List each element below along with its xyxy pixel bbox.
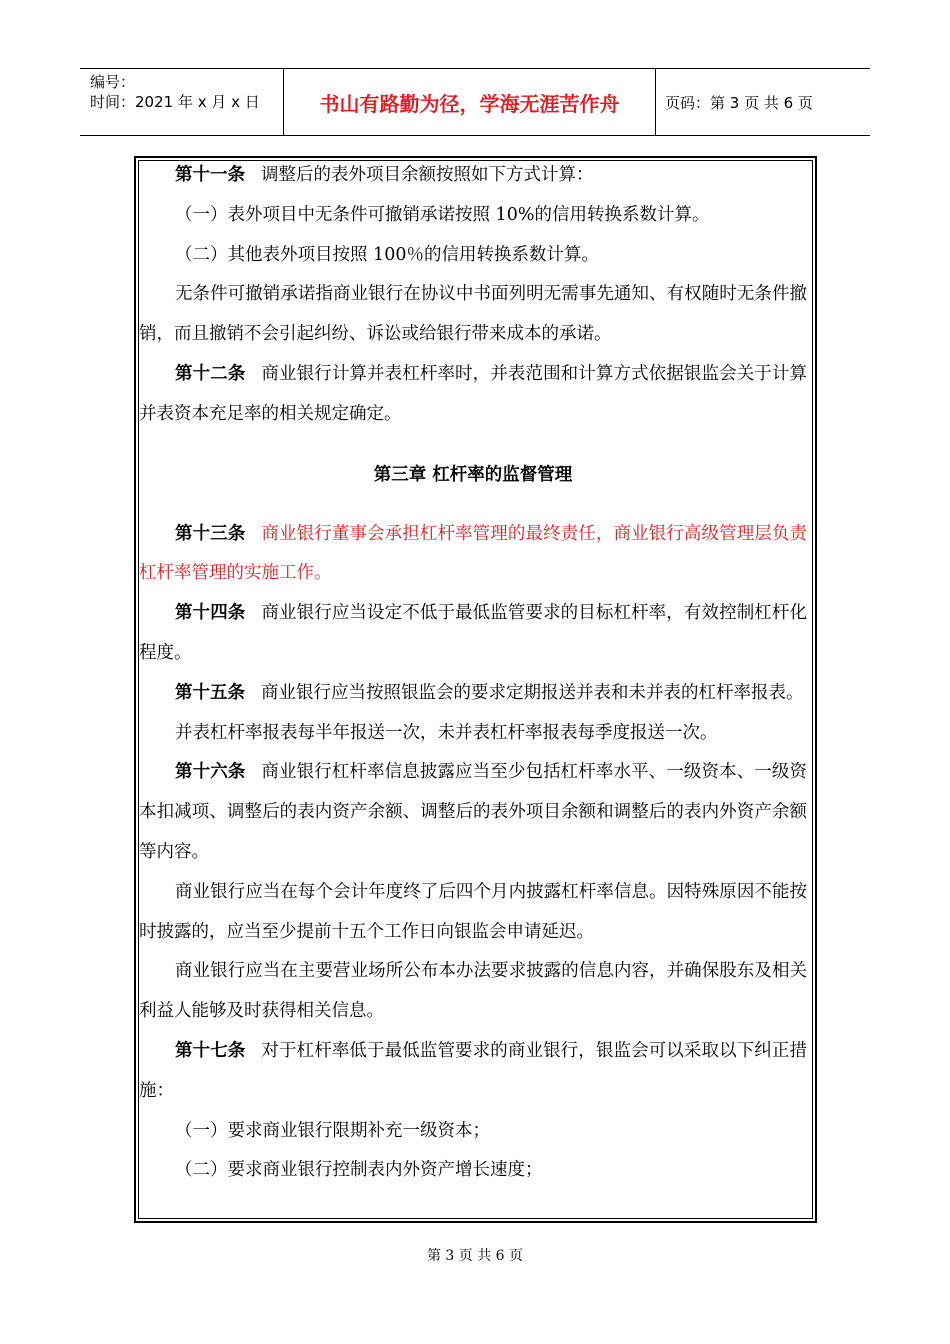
document-number-label: 编号： <box>90 73 136 91</box>
article-13 <box>139 515 807 595</box>
article-16 <box>139 753 807 872</box>
paragraph: 商业银行应当在主要营业场所公布本办法要求披露的信息内容，并确保股东及相关利益人能够及时获得相关信息。 <box>139 961 807 1022</box>
article-text-highlighted: 商业银行董事会承担杠杆率管理的最终责任，商业银行高级管理层负责杠杆率管理的实施工作。 <box>139 523 808 584</box>
header-meta <box>80 69 283 135</box>
article-11 <box>139 156 807 196</box>
article-text: 商业银行应当设定不低于最低监管要求的目标杠杆率，有效控制杠杆化程度。 <box>139 603 808 663</box>
document-date: 时间：2021 年 x 月 x 日 <box>90 93 260 111</box>
article-text: 商业银行计算并表杠杆率时，并表范围和计算方式依据银监会关于计算并表资本充足率的相关规定确定。 <box>139 363 808 424</box>
paragraph: 无条件可撤销承诺指商业银行在协议中书面列明无需事先通知、有权随时无条件撤销，而且撤销不会引起纠纷、诉讼或给银行带来成本的承诺。 <box>139 284 807 345</box>
article-12 <box>139 355 807 435</box>
article-15 <box>139 674 807 714</box>
article-text: 对于杠杆率低于最低监管要求的商业银行，银监会可以采取以下纠正措施： <box>139 1040 808 1101</box>
paragraph: （二）其他表外项目按照 100％的信用转换系数计算。 <box>175 244 599 265</box>
article-text: 商业银行应当按照银监会的要求定期报送并表和未并表的杠杆率报表。 <box>261 682 804 703</box>
article-14 <box>139 594 807 674</box>
paragraph: （一）表外项目中无条件可撤销承诺按照 10%的信用转换系数计算。 <box>175 204 710 225</box>
article-number: 第十七条 <box>175 1040 246 1061</box>
article-text: 调整后的表外项目余额按照如下方式计算： <box>261 165 594 185</box>
paragraph: 并表杠杆率报表每半年报送一次，未并表杠杆率报表每季度报送一次。 <box>175 722 718 743</box>
chapter-heading: 第三章 杠杆率的监督管理 <box>373 464 573 485</box>
article-number: 第十三条 <box>175 523 246 544</box>
article-17 <box>139 1032 807 1112</box>
article-number: 第十六条 <box>175 762 246 783</box>
page-footer: 第 3 页 共 6 页 <box>426 1248 524 1264</box>
paragraph: （二）要求商业银行控制表内外资产增长速度； <box>175 1160 543 1181</box>
header-page-info: 页码：第 3 页 共 6 页 <box>665 93 813 112</box>
paragraph: 商业银行应当在每个会计年度终了后四个月内披露杠杆率信息。因特殊原因不能按时披露的，应当至少提前十五个工作日向银监会申请延迟。 <box>139 881 807 942</box>
article-text: 商业银行杠杆率信息披露应当至少包括杠杆率水平、一级资本、一级资本扣减项、调整后的表内资产余额、调整后的表外项目余额和调整后的表内外资产余额等内容。 <box>139 762 808 862</box>
article-number: 第十二条 <box>175 363 246 384</box>
article-number: 第十五条 <box>175 682 245 703</box>
header-motto: 书山有路勤为径，学海无涯苦作舟 <box>283 69 656 135</box>
document-body <box>134 156 817 1223</box>
paragraph: （一）要求商业银行限期补充一级资本； <box>175 1120 490 1141</box>
page-header <box>80 68 870 136</box>
article-number: 第十四条 <box>175 603 246 624</box>
article-number: 第十一条 <box>175 165 245 185</box>
